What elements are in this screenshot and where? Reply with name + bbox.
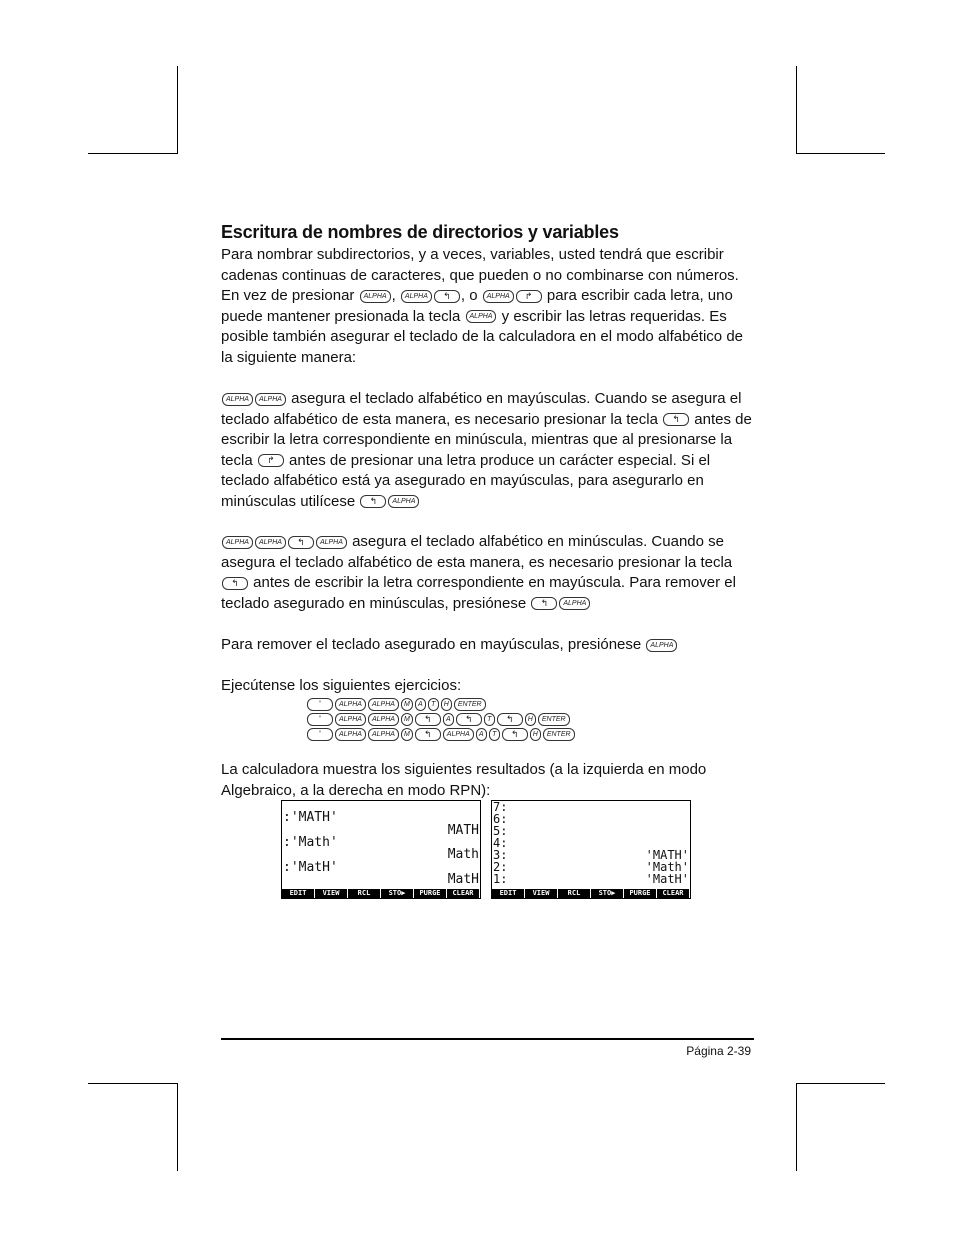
letter-key-icon: T (489, 728, 500, 741)
softkey-sto[interactable]: STO▶ (381, 889, 414, 898)
lowercase-text: antes de escribir la letra correspondiente en mayúscula. Para remover el teclado asegurado en minúsculas, presiónese (221, 574, 736, 612)
tick-key-icon: ' (307, 698, 333, 711)
intro-text: y escribir las letras requeridas. Es posible también asegurar el teclado de la calculadora en el modo alfabético de la siguiente manera: (221, 307, 744, 366)
key-sequence-1 (306, 698, 487, 711)
uppercase-text: asegura el teclado alfabético en mayúsculas. Cuando se asegura el teclado alfabético de esta manera, es necesario presionar la tecla (221, 390, 742, 428)
stack-level: 5: (493, 824, 508, 838)
alpha-key-icon: ALPHA (255, 536, 286, 549)
letter-key-icon: T (484, 713, 495, 726)
alpha-key-icon: ALPHA (360, 290, 391, 303)
tick-key-icon: ' (307, 713, 333, 726)
softkey-view[interactable]: VIEW (525, 889, 558, 898)
screen-line: :'Math' (283, 835, 338, 850)
alpha-key-icon: ALPHA (466, 310, 497, 323)
left-shift-key-icon: ↰ (434, 290, 460, 303)
softkey-purge[interactable]: PURGE (414, 889, 447, 898)
alpha-key-icon: ALPHA (222, 536, 253, 549)
enter-key-icon: ENTER (543, 728, 575, 741)
stack-level: 3: (493, 848, 508, 862)
screen-line: :'MATH' (283, 810, 338, 825)
enter-key-icon: ENTER (454, 698, 486, 711)
softkey-rcl[interactable]: RCL (348, 889, 381, 898)
left-shift-key-icon: ↰ (456, 713, 482, 726)
left-shift-key-icon: ↰ (531, 597, 557, 610)
softkey-menu (282, 889, 480, 898)
left-shift-key-icon: ↰ (222, 577, 248, 590)
remove-lock-paragraph (221, 635, 756, 656)
letter-key-icon: H (525, 713, 536, 726)
alpha-key-icon: ALPHA (559, 597, 590, 610)
exercises-intro: Ejecútense los siguientes ejercicios: (221, 677, 462, 694)
left-shift-key-icon: ↰ (415, 713, 441, 726)
crop-mark (177, 1083, 178, 1171)
screen-line: Math (447, 847, 479, 862)
left-shift-key-icon: ↰ (288, 536, 314, 549)
tick-key-icon: ' (307, 728, 333, 741)
remove-text: Para remover el teclado asegurado en mayúsculas, presiónese (221, 636, 642, 653)
crop-mark (88, 153, 177, 154)
alpha-key-icon: ALPHA (368, 728, 399, 741)
left-shift-key-icon: ↰ (502, 728, 528, 741)
right-shift-key-icon: ↱ (516, 290, 542, 303)
alpha-key-icon: ALPHA (368, 698, 399, 711)
footer-rule (221, 1038, 754, 1040)
softkey-sto[interactable]: STO▶ (591, 889, 624, 898)
rpn-screen (491, 800, 691, 899)
alpha-key-icon: ALPHA (401, 290, 432, 303)
softkey-edit[interactable]: EDIT (492, 889, 525, 898)
softkey-edit[interactable]: EDIT (282, 889, 315, 898)
alpha-key-icon: ALPHA (222, 393, 253, 406)
screen-line: MATH (447, 823, 479, 838)
left-shift-key-icon: ↰ (497, 713, 523, 726)
alpha-key-icon: ALPHA (368, 713, 399, 726)
key-sequence-2 (306, 713, 571, 726)
intro-paragraph (221, 245, 756, 368)
softkey-purge[interactable]: PURGE (624, 889, 657, 898)
stack-value: 'MATH' (645, 848, 689, 862)
left-shift-key-icon: ↰ (360, 495, 386, 508)
softkey-clear[interactable]: CLEAR (657, 889, 690, 898)
result-paragraph: La calculadora muestra los siguientes resultados (a la izquierda en modo Algebraico, a la derecha en modo RPN): (221, 761, 707, 799)
key-sequence-3 (306, 728, 576, 741)
right-shift-key-icon: ↱ (258, 454, 284, 467)
alpha-key-icon: ALPHA (483, 290, 514, 303)
letter-key-icon: A (415, 698, 426, 711)
alpha-key-icon: ALPHA (646, 639, 677, 652)
alpha-key-icon: ALPHA (316, 536, 347, 549)
alpha-key-icon: ALPHA (335, 713, 366, 726)
section-heading: Escritura de nombres de directorios y variables (221, 222, 619, 242)
uppercase-text: antes de presionar una letra produce un carácter especial. Si el teclado alfabético está ya asegurado en mayúsculas, para asegurarlo en minúsculas utilícese (221, 451, 711, 510)
page-number: Página 2-39 (686, 1044, 751, 1058)
lowercase-lock-paragraph (221, 532, 756, 614)
softkey-menu (492, 889, 690, 898)
stack-level: 4: (493, 836, 508, 850)
algebraic-screen (281, 800, 481, 899)
alpha-key-icon: ALPHA (388, 495, 419, 508)
stack-level: 2: (493, 860, 508, 874)
crop-mark (796, 66, 797, 154)
letter-key-icon: H (530, 728, 541, 741)
softkey-clear[interactable]: CLEAR (447, 889, 480, 898)
intro-text: Para nombrar subdirectorios, y a veces, variables, usted tendrá que escribir cadenas continuas de caracteres, que pueden o no combinarse con números. En vez de presionar (221, 246, 739, 304)
stack-level: 7: (493, 800, 508, 814)
letter-key-icon: M (401, 698, 413, 711)
stack-value: 'MatH' (645, 872, 689, 886)
intro-text: , o (460, 287, 478, 304)
crop-mark (796, 1083, 797, 1171)
left-shift-key-icon: ↰ (415, 728, 441, 741)
letter-key-icon: M (401, 728, 413, 741)
softkey-view[interactable]: VIEW (315, 889, 348, 898)
letter-key-icon: A (476, 728, 487, 741)
alpha-key-icon: ALPHA (255, 393, 286, 406)
letter-key-icon: M (401, 713, 413, 726)
intro-text: para escribir cada letra, uno puede mantener presionada la tecla (221, 287, 733, 325)
crop-mark (88, 1083, 177, 1084)
enter-key-icon: ENTER (538, 713, 570, 726)
left-shift-key-icon: ↰ (663, 413, 689, 426)
crop-mark (177, 66, 178, 154)
screen-line: MatH (447, 872, 479, 887)
uppercase-text: antes de escribir la letra correspondiente en minúscula, mientras que al presionarse la tecla (221, 410, 752, 469)
stack-level: 6: (493, 812, 508, 826)
crop-mark (796, 153, 885, 154)
softkey-rcl[interactable]: RCL (558, 889, 591, 898)
letter-key-icon: A (443, 713, 454, 726)
intro-text: , (391, 287, 396, 304)
uppercase-lock-paragraph (221, 389, 756, 512)
crop-mark (796, 1083, 885, 1084)
stack-level: 1: (493, 872, 508, 886)
stack-value: 'Math' (645, 860, 689, 874)
letter-key-icon: T (428, 698, 439, 711)
alpha-key-icon: ALPHA (335, 698, 366, 711)
screen-line: :'MatH' (283, 860, 338, 875)
lowercase-text: asegura el teclado alfabético en minúsculas. Cuando se asegura el teclado alfabético de esta manera, es necesario presionar la tecla (221, 533, 733, 571)
letter-key-icon: H (441, 698, 452, 711)
alpha-key-icon: ALPHA (335, 728, 366, 741)
alpha-key-icon: ALPHA (443, 728, 474, 741)
